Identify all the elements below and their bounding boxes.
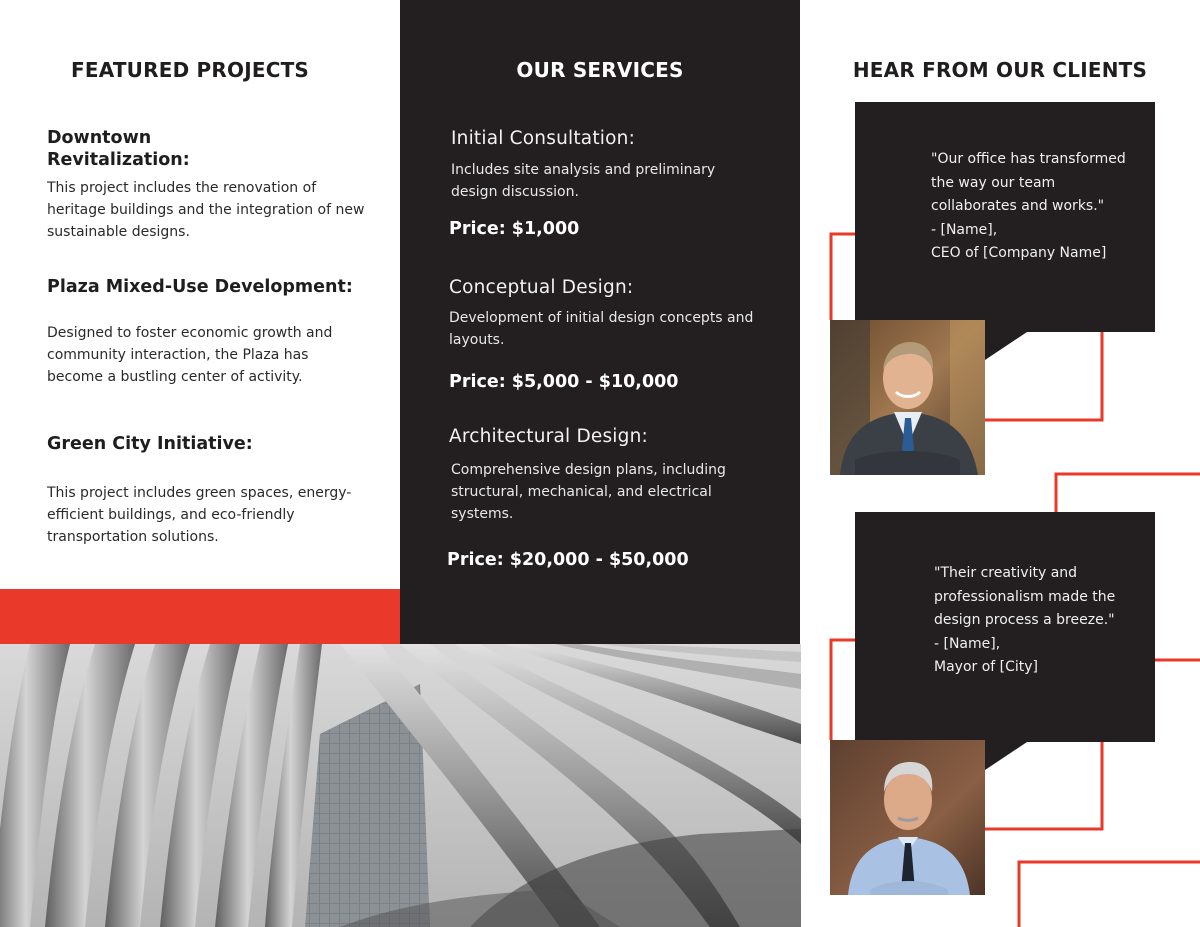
client-2-portrait [830,740,985,895]
project-1-description: This project includes the renovation of heritage buildings and the integration of new sustainable designs. [47,180,365,240]
architecture-photo-graphic [0,644,801,927]
project-3-title: Green City Initiative: [47,434,253,454]
testimonial-1-name: - [Name], [931,221,998,238]
testimonial-2-name: - [Name], [934,635,1001,652]
testimonial-2-quote: "Their creativity and professionalism made the design process a breeze." [934,565,1116,628]
service-2-name: Conceptual Design: [449,277,634,298]
service-3-price: Price: $20,000 - $50,000 [447,550,689,570]
service-2-description: Development of initial design concepts and layouts. [449,310,754,348]
testimonial-1-text [931,148,1141,266]
speech-pointer-2 [985,740,1030,780]
client-1-portrait [830,320,985,475]
client-1-photo [830,320,985,475]
speech-pointer-1 [985,330,1030,370]
clients-title: HEAR FROM OUR CLIENTS [852,58,1148,82]
client-2-photo [830,740,985,895]
testimonial-1-quote: "Our office has transformed the way our team collaborates and works." [931,151,1126,214]
services-panel [400,0,800,644]
architecture-photo [0,644,801,927]
services-title: OUR SERVICES [516,58,684,82]
service-1-name: Initial Consultation: [451,128,635,149]
testimonial-2-text [934,562,1144,680]
service-3-name: Architectural Design: [449,426,648,447]
service-2-price: Price: $5,000 - $10,000 [449,372,679,392]
project-1-title-line1: Downtown [47,128,152,148]
service-1-description: Includes site analysis and preliminary design discussion. [451,162,716,200]
featured-projects-title: FEATURED PROJECTS [70,58,310,82]
project-2-description: Designed to foster economic growth and community interaction, the Plaza has become a bustling center of activity. [47,325,333,385]
service-3-description: Comprehensive design plans, including structural, mechanical, and electrical systems. [451,462,726,522]
testimonial-2-box [855,512,1155,742]
project-1-title-line2: Revitalization: [47,150,190,170]
accent-bar [0,589,400,644]
testimonial-1-role: CEO of [Company Name] [931,245,1107,261]
testimonial-1-box [855,102,1155,332]
service-1-price: Price: $1,000 [449,219,580,239]
project-3-description: This project includes green spaces, energy-efficient buildings, and eco-friendly transportation solutions. [47,485,352,545]
project-2-title: Plaza Mixed-Use Development: [47,277,353,297]
project-1-title [47,127,190,171]
testimonial-2-role: Mayor of [City] [934,659,1039,675]
